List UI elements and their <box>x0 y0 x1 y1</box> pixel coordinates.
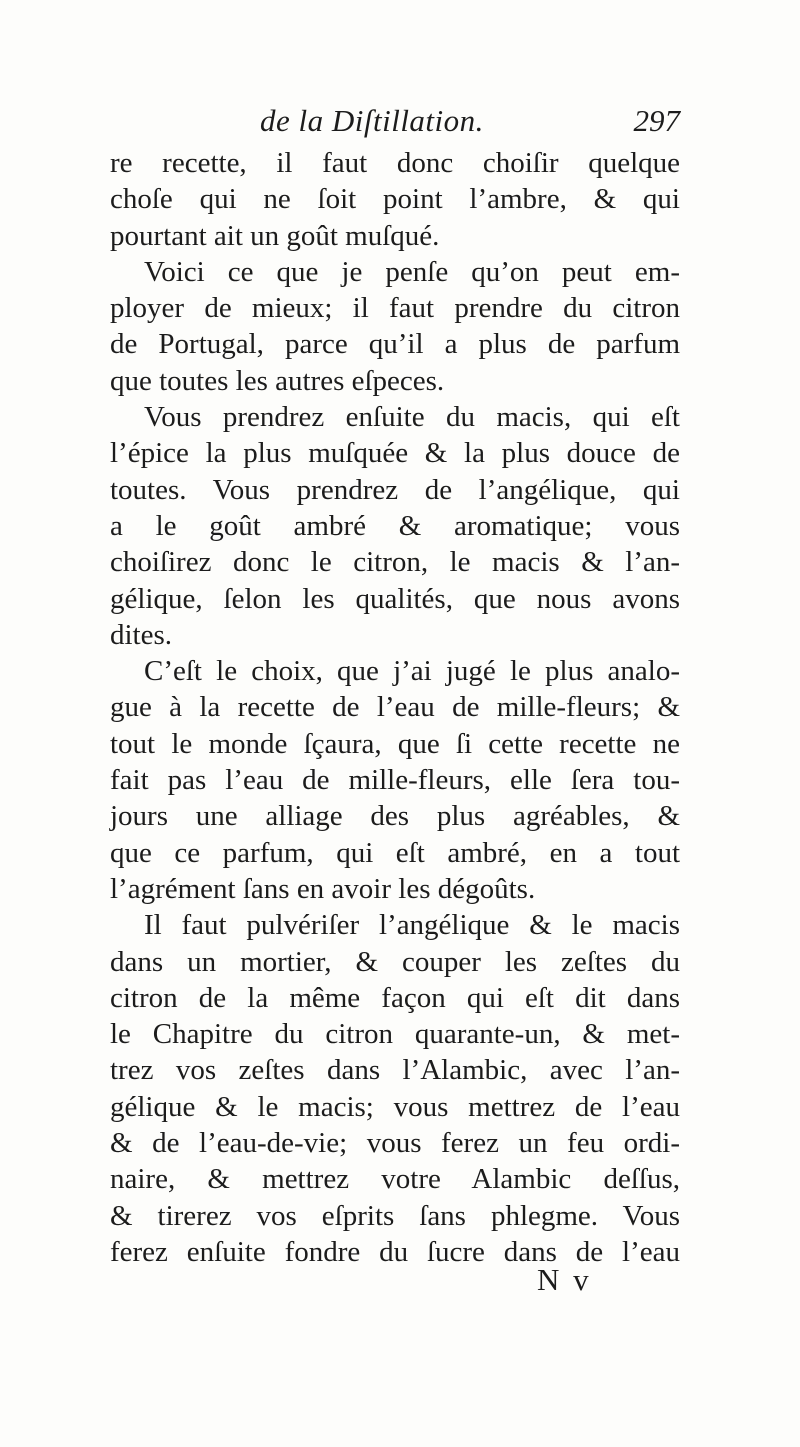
body-text <box>110 145 680 1270</box>
text-line: ployer de mieux; il faut prendre du citron <box>110 292 680 325</box>
text-line: toutes. Vous prendrez de l’angélique, qui <box>110 473 680 506</box>
text-line: de Portugal, parce qu’il a plus de parfum <box>110 328 680 361</box>
text-line: trez vos zeſtes dans l’Alambic, avec l’an- <box>110 1054 680 1087</box>
text-line: jours une alliage des plus agréables, & <box>110 800 680 833</box>
signature-mark: N v <box>537 1262 592 1297</box>
text-line: a le goût ambré & aromatique; vous <box>110 509 680 542</box>
text-line: choiſirez donc le citron, le macis & l’an- <box>110 546 680 579</box>
text-line: Il faut pulvériſer l’angélique & le macis <box>144 909 680 942</box>
text-line: ferez enſuite fondre du ſucre dans de l’eau <box>110 1235 680 1268</box>
text-line: re recette, il faut donc choiſir quelque <box>110 147 680 179</box>
text-line: l’agrément ſans en avoir les dégoûts. <box>110 872 536 905</box>
text-line: que ce parfum, qui eſt ambré, en a tout <box>110 836 680 869</box>
text-line: fait pas l’eau de mille-fleurs, elle ſera tou- <box>110 764 680 797</box>
text-line: le Chapitre du citron quarante-un, & met- <box>110 1018 680 1051</box>
text-line: dites. <box>110 618 173 651</box>
text-line: l’épice la plus muſquée & la plus douce de <box>110 437 680 470</box>
text-line: pourtant ait un goût muſqué. <box>110 219 440 252</box>
text-line: & tirerez vos eſprits ſans phlegme. Vous <box>110 1199 680 1232</box>
text-line: citron de la même façon qui eſt dit dans <box>110 981 680 1014</box>
text-line: gélique & le macis; vous mettrez de l’eau <box>110 1090 680 1123</box>
text-line: gue à la recette de l’eau de mille-fleurs; & <box>110 691 680 724</box>
text-line: dans un mortier, & couper les zeſtes du <box>110 945 680 978</box>
text-line: tout le monde ſçaura, que ſi cette recette ne <box>110 727 680 760</box>
page-number: 297 <box>633 103 680 138</box>
text-line: Voici ce que je penſe qu’on peut em- <box>144 255 680 288</box>
text-line: & de l’eau-de-vie; vous ferez un feu ordi- <box>110 1127 680 1160</box>
text-line: naire, & mettrez votre Alambic deſſus, <box>110 1163 680 1196</box>
text-line: choſe qui ne ſoit point l’ambre, & qui <box>110 183 680 216</box>
text-line: gélique, ſelon les qualités, que nous avons <box>110 582 680 615</box>
text-line: que toutes les autres eſpeces. <box>110 364 445 397</box>
running-title: de la Diſtillation. <box>260 103 484 138</box>
text-line: C’eſt le choix, que j’ai jugé le plus analo- <box>144 655 680 688</box>
page-header <box>110 103 680 151</box>
text-line: Vous prendrez enſuite du macis, qui eſt <box>144 401 680 434</box>
